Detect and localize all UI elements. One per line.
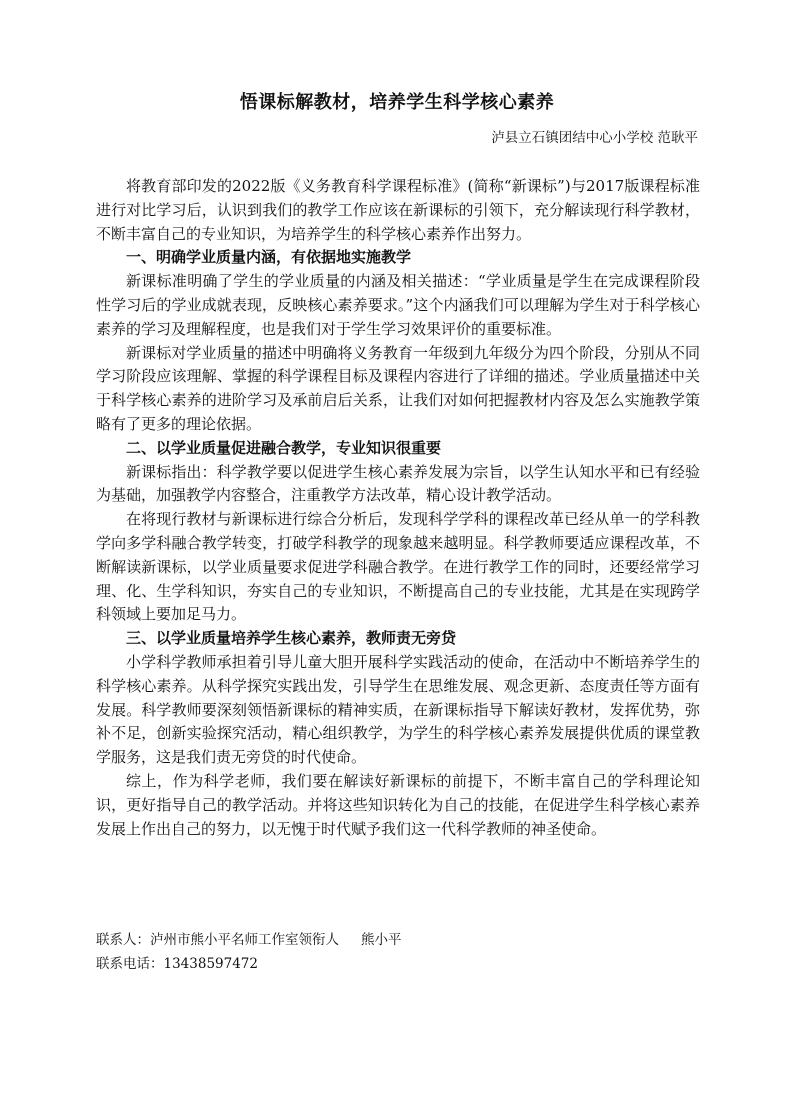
section-heading-3: 三、以学业质量培养学生核心素养，教师责无旁贷 [126, 629, 457, 648]
conclusion-paragraph: 综上，作为科学老师，我们要在解读好新课标的前提下，不断丰富自己的学科理论知识，更好指导自己的教学活动。并将这些知识转化为自己的技能，在促进学生科学核心素养发展上作出自己的努力，以无愧于时代赋予我们这一代科学教师的神圣使命。 [96, 771, 700, 838]
document-title: 悟课标解教材，培养学生科学核心素养 [239, 92, 555, 113]
section-2-paragraph-1: 新课标指出：科学教学要以促进学生核心素养发展为宗旨，以学生认知水平和已有经验为基础，加强教学内容整合，注重教学方法改革，精心设计教学活动。 [96, 462, 700, 505]
contact-phone-line: 联系电话：13438597472 [96, 956, 258, 972]
section-1-paragraph-2: 新课标对学业质量的描述中明确将义务教育一年级到九年级分为四个阶段，分别从不同学习阶段应该理解、掌握的科学课程目标及课程内容进行了详细的描述。学业质量描述中关于科学核心素养的进阶学习及承前启后关系，让我们对如何把握教材内容及怎么实施教学策略有了更多的理论依据。 [96, 343, 700, 433]
section-1-paragraph-1: 新课标准明确了学生的学业质量的内涵及相关描述：“学业质量是学生在完成课程阶段性学习后的学业成就表现，反映核心素养要求。”这个内涵我们可以理解为学生对于科学核心素养的学习及理解程度，也是我们对于学生学习效果评价的重要标准。 [96, 272, 700, 338]
intro-paragraph: 将教育部印发的2022版《义务教育科学课程标准》(简称“新课标”)与2017版课程标准进行对比学习后，认识到我们的教学工作应该在新课标的引领下，充分解读现行科学教材，不断丰富自己的专业知识，为培养学生的科学核心素养作出努力。 [96, 177, 700, 243]
section-2-paragraph-2: 在将现行教材与新课标进行综合分析后，发现科学学科的课程改革已经从单一的学科教学向多学科融合教学转变，打破学科教学的现象越来越明显。科学教师要适应课程改革，不断解读新课标，以学业质量要求促进学科融合教学。在进行教学工作的同时，还要经常学习理、化、生学科知识，夯实自己的专业知识，不断提高自己的专业技能，尤其是在实现跨学科领域上要加足马力。 [96, 510, 700, 624]
author-line: 泸县立石镇团结中心小学校 范耿平 [491, 130, 698, 146]
contact-person-label: 联系人：泸州市熊小平名师工作室领衔人 [96, 932, 339, 948]
section-heading-1: 一、明确学业质量内涵，有依据地实施教学 [126, 248, 412, 267]
section-3-paragraph-1: 小学科学教师承担着引导儿童大胆开展科学实践活动的使命，在活动中不断培养学生的科学核心素养。从科学探究实践出发，引导学生在思维发展、观念更新、态度责任等方面有发展。科学教师要深刻领悟新课标的精神实质，在新课标指导下解读好教材，发挥优势，弥补不足，创新实验探究活动，精心组织教学，为学生的科学核心素养发展提供优质的课堂教学服务，这是我们责无旁贷的时代使命。 [96, 652, 700, 767]
document-body [96, 175, 700, 841]
contact-person-name: 熊小平 [361, 932, 402, 948]
contact-person-line [96, 930, 402, 950]
section-heading-2: 二、以学业质量促进融合教学，专业知识很重要 [126, 438, 442, 457]
